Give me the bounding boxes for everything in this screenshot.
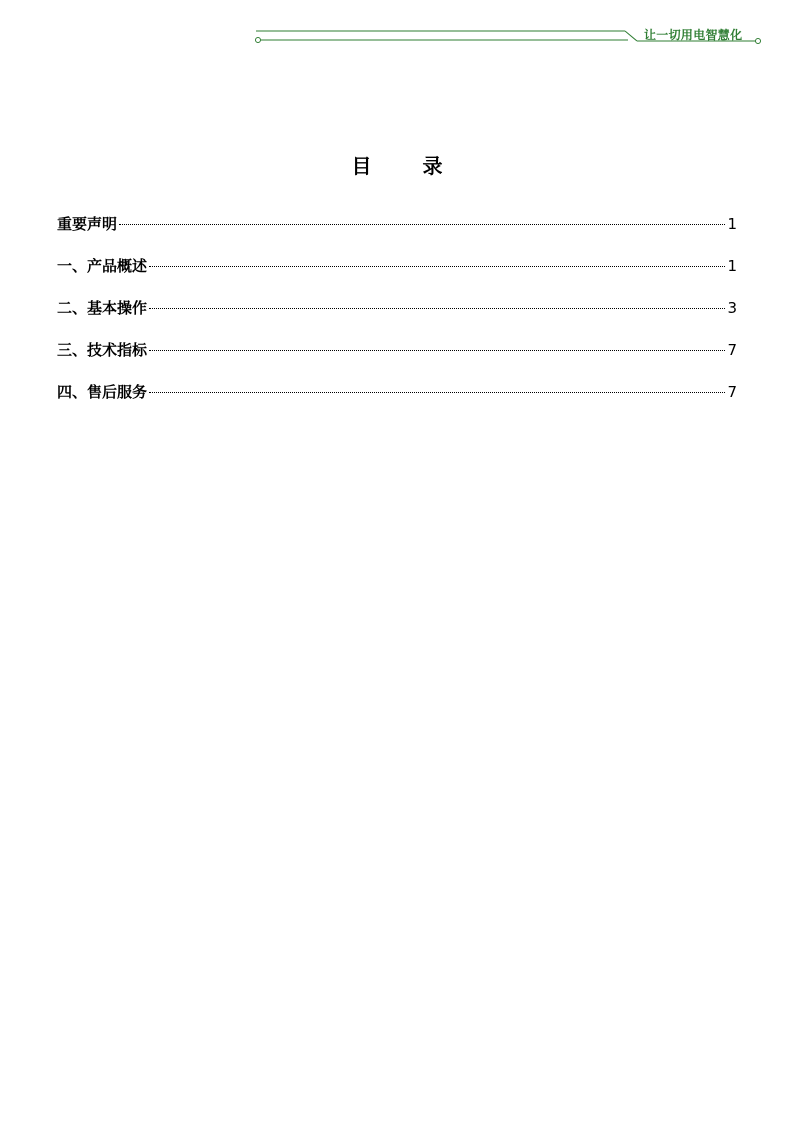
header-left-node	[256, 38, 261, 43]
toc-page-number: 7	[727, 383, 737, 401]
toc-page-number: 3	[727, 299, 737, 317]
header-right-node	[756, 39, 761, 44]
toc-dot-leader	[149, 392, 725, 393]
toc-list	[57, 213, 737, 423]
toc-entry-technical-specs[interactable]	[57, 339, 737, 381]
toc-page-number: 1	[727, 257, 737, 275]
toc-entry-label: 二、基本操作	[57, 299, 148, 317]
toc-page-number: 1	[727, 215, 737, 233]
toc-title: 目 录	[351, 154, 465, 178]
toc-entry-label: 四、售后服务	[57, 383, 148, 401]
toc-dot-leader	[149, 266, 725, 267]
toc-entry-label: 三、技术指标	[57, 341, 148, 359]
toc-page-number: 7	[727, 341, 737, 359]
toc-entry-basic-operation[interactable]	[57, 297, 737, 339]
toc-entry-important-statement[interactable]	[57, 213, 737, 255]
toc-entry-label: 重要声明	[57, 215, 118, 233]
toc-dot-leader	[149, 308, 725, 309]
toc-entry-product-overview[interactable]	[57, 255, 737, 297]
toc-dot-leader	[149, 350, 725, 351]
toc-entry-label: 一、产品概述	[57, 257, 148, 275]
header-slogan: 让一切用电智慧化	[644, 28, 743, 42]
toc-entry-after-sales-service[interactable]	[57, 381, 737, 423]
toc-dot-leader	[119, 224, 725, 225]
